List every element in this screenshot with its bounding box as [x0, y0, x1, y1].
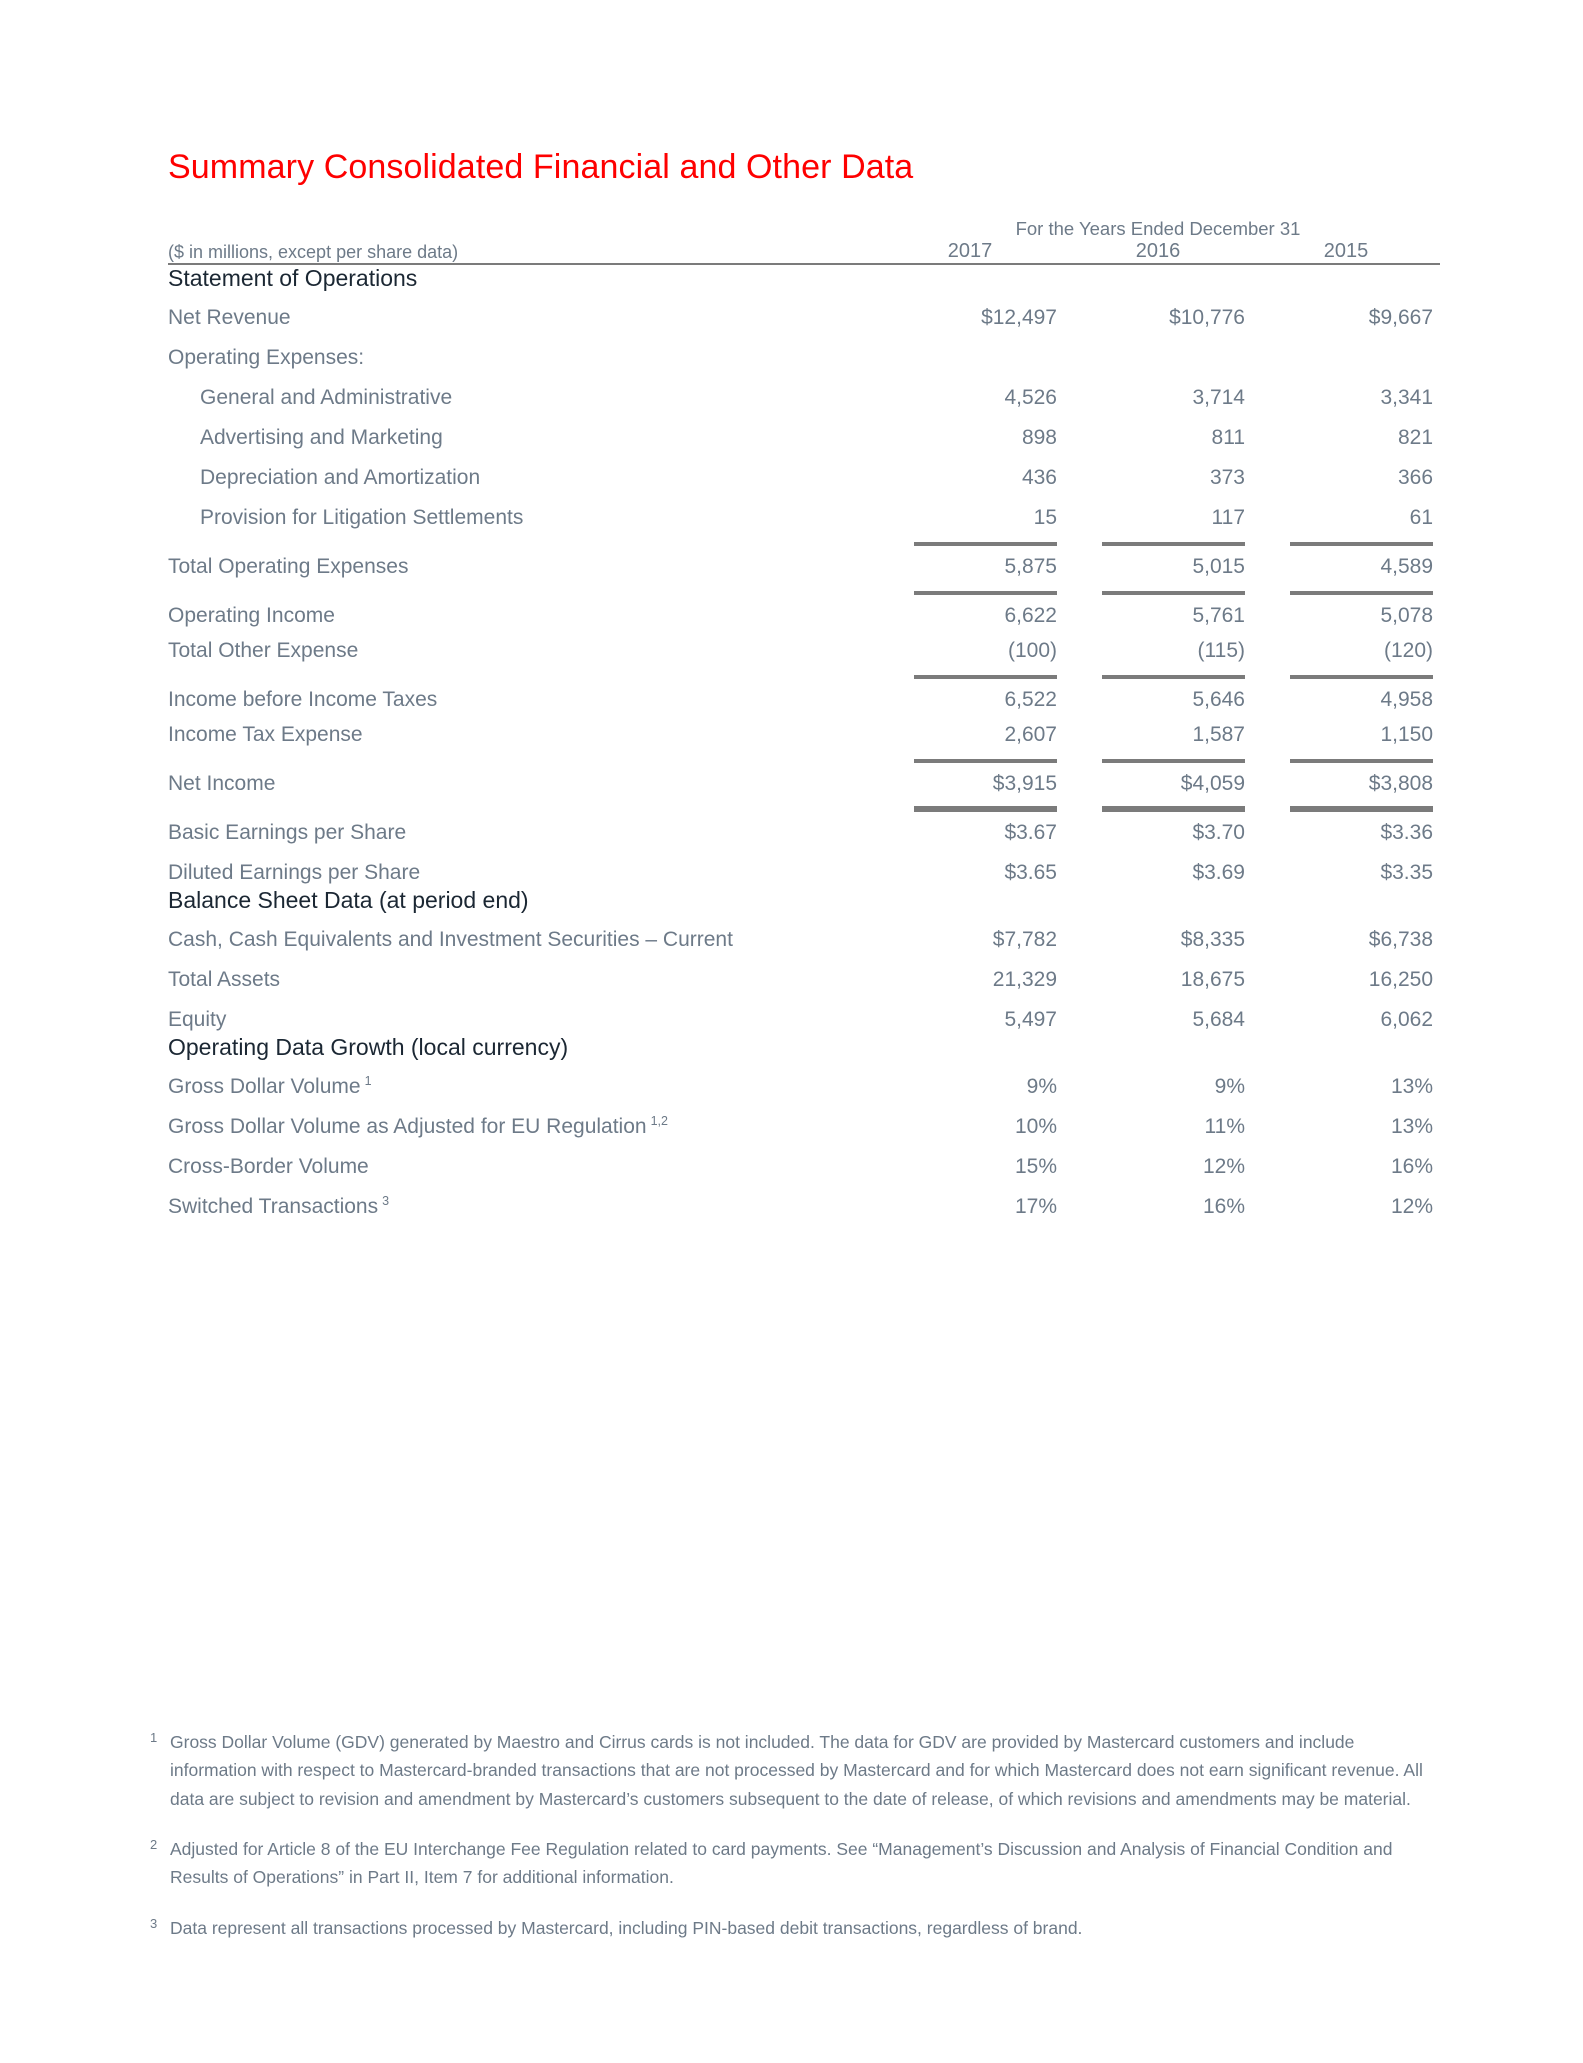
rule-spacer	[168, 749, 876, 763]
row-value-2017: (100)	[1007, 639, 1057, 662]
rule-spacer	[168, 532, 876, 546]
subtotal-rule	[168, 532, 1440, 546]
row-label: Operating Income	[168, 604, 335, 627]
footnote-marker: 1	[364, 1074, 372, 1088]
subtotal-rule-2017	[876, 665, 1064, 679]
unit-note: ($ in millions, except per share data)	[168, 242, 459, 262]
table-span-header-row	[168, 218, 1440, 240]
row-label	[168, 1181, 876, 1221]
total-rule-2016	[1064, 798, 1252, 812]
row-value-2015: 16%	[1390, 1155, 1434, 1178]
table-row	[168, 914, 1440, 954]
row-value-2015: 3,341	[1380, 386, 1434, 409]
row-value-2017: $3.67	[1004, 821, 1057, 844]
row-value-2015: 4,958	[1380, 688, 1434, 711]
table-row	[168, 452, 1440, 492]
table-row	[168, 763, 1440, 798]
section-heading-operating-data-growth	[168, 1034, 1440, 1061]
table-row	[168, 412, 1440, 452]
years-span-header: For the Years Ended December 31	[1015, 218, 1301, 239]
column-header-2017: 2017	[947, 240, 993, 262]
row-value-2016: $3.70	[1192, 821, 1245, 844]
row-label: Cash, Cash Equivalents and Investment Securities – Current	[168, 928, 733, 951]
rule-spacer	[168, 581, 876, 595]
section-heading-label: Balance Sheet Data (at period end)	[168, 887, 529, 913]
row-label: Net Income	[168, 772, 276, 795]
table-row	[168, 595, 1440, 630]
row-value-2016: $3.69	[1192, 861, 1245, 884]
span-header-blank	[168, 218, 876, 240]
row-value-2017: 2,607	[1004, 723, 1057, 746]
row-value-2016: 12%	[1202, 1155, 1245, 1178]
table-row	[168, 546, 1440, 581]
subtotal-rule-2017	[876, 532, 1064, 546]
row-value-2015: 4,589	[1380, 555, 1434, 578]
row-label-text: Switched Transactions	[168, 1195, 379, 1218]
row-label: Income Tax Expense	[168, 723, 363, 746]
total-rule	[168, 798, 1440, 812]
table-row	[168, 994, 1440, 1034]
row-label: Equity	[168, 1008, 227, 1031]
row-label: General and Administrative	[200, 386, 453, 409]
row-value-2016: 373	[1209, 466, 1245, 489]
row-value-2017: 4,526	[1004, 386, 1057, 409]
row-value-2015: $3.35	[1380, 861, 1434, 884]
row-value-2015: 5,078	[1380, 604, 1434, 627]
row-label: Advertising and Marketing	[200, 426, 443, 449]
row-label: Net Revenue	[168, 306, 291, 329]
row-label: Income before Income Taxes	[168, 688, 438, 711]
row-value-2015	[1252, 332, 1440, 372]
row-value-2017: 10%	[1014, 1115, 1057, 1138]
footnote-marker: 3	[382, 1194, 390, 1208]
row-value-2015: $6,738	[1368, 928, 1434, 951]
row-label: Cross-Border Volume	[168, 1155, 369, 1178]
footnote-3-text: Data represent all transactions processed by Mastercard, including PIN-based debit transactions, regardless of brand.	[170, 1917, 1083, 1938]
row-label	[168, 1101, 876, 1141]
subtotal-rule	[168, 581, 1440, 595]
table-row	[168, 1141, 1440, 1181]
section-heading-statement-of-operations	[168, 264, 1440, 292]
row-value-2015: $3,808	[1368, 772, 1434, 795]
subtotal-rule-2015	[1252, 581, 1440, 595]
row-value-2015: $9,667	[1368, 306, 1434, 329]
row-value-2017: $7,782	[992, 928, 1057, 951]
row-label: Basic Earnings per Share	[168, 821, 407, 844]
row-value-2016: 16%	[1202, 1195, 1245, 1218]
row-value-2016: $10,776	[1169, 306, 1245, 329]
row-value-2015: 821	[1397, 426, 1434, 449]
row-value-2015: (120)	[1383, 639, 1434, 662]
rule-spacer	[168, 665, 876, 679]
section-heading-label: Statement of Operations	[168, 265, 418, 291]
footnote-marker: 1,2	[650, 1114, 668, 1128]
subtotal-rule-2016	[1064, 532, 1252, 546]
row-value-2015: $3.36	[1380, 821, 1434, 844]
row-value-2015: 1,150	[1380, 723, 1434, 746]
row-value-2016: $8,335	[1180, 928, 1245, 951]
row-value-2016: 5,684	[1192, 1008, 1245, 1031]
table-row	[168, 1101, 1440, 1141]
footnote-1-text: Gross Dollar Volume (GDV) generated by Maestro and Cirrus cards is not included. The data for GDV are provided by Mastercard customers and include information with respect to Mastercard-branded transactions that are not processed by Mastercard and for which Mastercard does not earn significant revenue. All data are subject to revision and amendment by Mastercard’s customers subsequent to the date of release, of which revisions and amendments may be material.	[170, 1732, 1423, 1809]
row-value-2016: $4,059	[1180, 772, 1245, 795]
row-value-2016: 11%	[1204, 1115, 1245, 1138]
subtotal-rule-2016	[1064, 749, 1252, 763]
row-label	[168, 1061, 876, 1101]
column-header-2015: 2015	[1323, 240, 1369, 262]
row-value-2017: 9%	[1026, 1075, 1057, 1098]
row-value-2016: 5,015	[1192, 555, 1245, 578]
row-value-2017: 6,522	[1004, 688, 1057, 711]
row-label-text: Gross Dollar Volume as Adjusted for EU Regulation	[168, 1115, 647, 1138]
row-label: Depreciation and Amortization	[200, 466, 481, 489]
row-value-2016: 18,675	[1180, 968, 1245, 991]
row-value-2017: 17%	[1014, 1195, 1057, 1218]
subtotal-rule-2015	[1252, 665, 1440, 679]
footnote-1-marker: 1	[150, 1730, 158, 1745]
subtotal-rule	[168, 749, 1440, 763]
total-rule-2015	[1252, 798, 1440, 812]
row-value-2015: 61	[1409, 506, 1434, 529]
financial-table-container	[168, 218, 1440, 1221]
row-value-2016: 117	[1211, 506, 1245, 529]
footnote-1	[150, 1728, 1440, 1813]
row-value-2016: 811	[1211, 426, 1245, 449]
section-heading-label: Operating Data Growth (local currency)	[168, 1034, 569, 1060]
table-row	[168, 679, 1440, 714]
table-row	[168, 954, 1440, 994]
row-value-2017: 15%	[1014, 1155, 1057, 1178]
footnote-2	[150, 1835, 1440, 1892]
row-label: Total Operating Expenses	[168, 555, 409, 578]
row-value-2016: 5,646	[1192, 688, 1245, 711]
row-value-2017: $12,497	[981, 306, 1057, 329]
row-value-2017: 6,622	[1004, 604, 1057, 627]
subtotal-rule-2015	[1252, 749, 1440, 763]
subtotal-rule-2016	[1064, 581, 1252, 595]
row-value-2017: $3,915	[992, 772, 1057, 795]
subtotal-rule	[168, 665, 1440, 679]
footnote-3	[150, 1914, 1440, 1942]
row-value-2016: 3,714	[1192, 386, 1245, 409]
subtotal-rule-2017	[876, 749, 1064, 763]
table-header-row	[168, 240, 1440, 263]
row-value-2016: 5,761	[1192, 604, 1245, 627]
table-row	[168, 332, 1440, 372]
footnote-2-text: Adjusted for Article 8 of the EU Interchange Fee Regulation related to card payments. See “Management’s Discussion and Analysis of Financial Condition and Results of Operations” in Part II, Item 7 for additional information.	[170, 1839, 1393, 1888]
row-value-2016: (115)	[1197, 639, 1245, 662]
row-value-2017: 5,875	[1004, 555, 1057, 578]
row-value-2017: 898	[1021, 426, 1057, 449]
total-rule-2017	[876, 798, 1064, 812]
table-row	[168, 1181, 1440, 1221]
footnotes-section	[150, 1728, 1440, 1964]
row-label: Total Assets	[168, 968, 281, 991]
table-row	[168, 630, 1440, 665]
row-value-2017: $3.65	[1004, 861, 1057, 884]
subtotal-rule-2017	[876, 581, 1064, 595]
table-row	[168, 1061, 1440, 1101]
row-value-2015: 6,062	[1380, 1008, 1434, 1031]
row-value-2017: 21,329	[992, 968, 1057, 991]
row-value-2016: 1,587	[1192, 723, 1245, 746]
row-value-2016	[1064, 332, 1252, 372]
rule-spacer	[168, 798, 876, 812]
row-value-2017: 15	[1033, 506, 1057, 529]
footnote-3-marker: 3	[150, 1915, 158, 1931]
row-label: Provision for Litigation Settlements	[200, 506, 524, 529]
row-label-text: Gross Dollar Volume	[168, 1075, 361, 1098]
table-row	[168, 812, 1440, 847]
financial-table	[168, 218, 1440, 1221]
row-value-2017: 5,497	[1004, 1008, 1057, 1031]
section-heading-balance-sheet-data	[168, 887, 1440, 914]
table-row	[168, 372, 1440, 412]
footnote-2-marker: 2	[150, 1837, 158, 1853]
table-row	[168, 492, 1440, 532]
row-value-2016: 9%	[1214, 1075, 1245, 1098]
column-header-2016: 2016	[1135, 240, 1181, 262]
row-value-2015: 12%	[1390, 1195, 1434, 1218]
row-value-2017	[876, 332, 1064, 372]
table-row	[168, 714, 1440, 749]
row-value-2015: 366	[1397, 466, 1434, 489]
page-title: Summary Consolidated Financial and Other Data	[168, 148, 914, 186]
row-label: Diluted Earnings per Share	[168, 861, 421, 884]
row-value-2017: 436	[1021, 466, 1057, 489]
row-value-2015: 13%	[1390, 1115, 1434, 1138]
subtotal-rule-2015	[1252, 532, 1440, 546]
row-value-2015: 13%	[1390, 1075, 1434, 1098]
row-label: Total Other Expense	[168, 639, 359, 662]
table-row	[168, 292, 1440, 332]
row-value-2015: 16,250	[1368, 968, 1434, 991]
subtotal-rule-2016	[1064, 665, 1252, 679]
row-label: Operating Expenses:	[168, 346, 365, 369]
table-row	[168, 847, 1440, 887]
